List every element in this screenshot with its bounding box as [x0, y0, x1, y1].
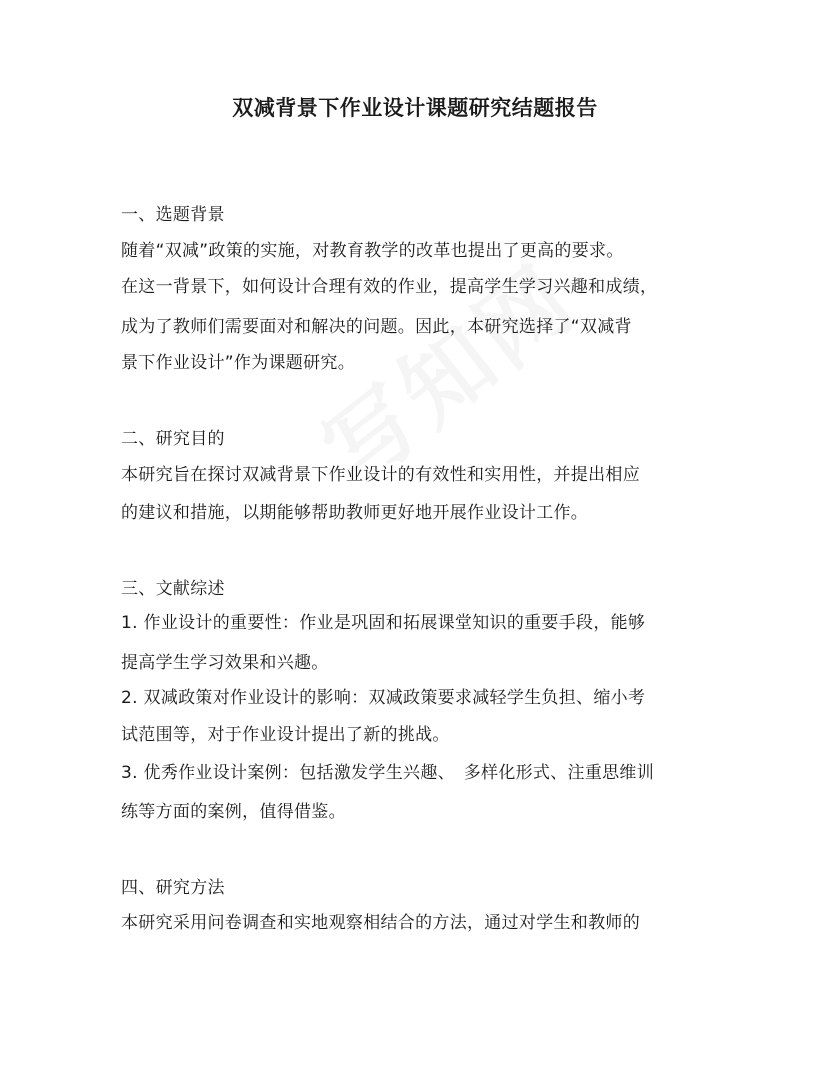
page-title: 双减背景下作业设计课题研究结题报告: [232, 96, 598, 120]
paragraph-line: 练等方面的案例，值得借鉴。: [121, 802, 346, 822]
paragraph-line: 在这一背景下，如何设计合理有效的作业，提高学生学习兴趣和成绩，: [121, 277, 658, 297]
paragraph-line: 本研究采用问卷调查和实地观察相结合的方法，通过对学生和教师的: [121, 913, 640, 933]
paragraph-line: 3. 优秀作业设计案例：包括激发学生兴趣、 多样化形式、注重思维训: [121, 763, 655, 783]
section-heading: 三、文献综述: [121, 579, 225, 599]
paragraph-line: 的建议和措施，以期能够帮助教师更好地开展作业设计工作。: [121, 503, 589, 523]
section-heading: 一、选题背景: [121, 205, 225, 225]
section-heading: 二、研究目的: [121, 429, 225, 449]
paragraph-line: 试范围等，对于作业设计提出了新的挑战。: [121, 725, 450, 745]
paragraph-line: 成为了教师们需要面对和解决的问题。因此，本研究选择了“双减背: [121, 317, 632, 337]
paragraph-line: 2. 双减政策对作业设计的影响：双减政策要求减轻学生负担、缩小考: [121, 688, 646, 708]
section-heading: 四、研究方法: [121, 878, 225, 898]
paragraph-line: 提高学生学习效果和兴趣。: [121, 653, 329, 673]
paragraph-line: 1. 作业设计的重要性：作业是巩固和拓展课堂知识的重要手段，能够: [121, 613, 646, 633]
paragraph-line: 景下作业设计”作为课题研究。: [121, 353, 356, 373]
paragraph-line: 随着“双减”政策的实施，对教育教学的改革也提出了更高的要求。: [121, 241, 624, 261]
paragraph-line: 本研究旨在探讨双减背景下作业设计的有效性和实用性，并提出相应: [121, 465, 640, 485]
